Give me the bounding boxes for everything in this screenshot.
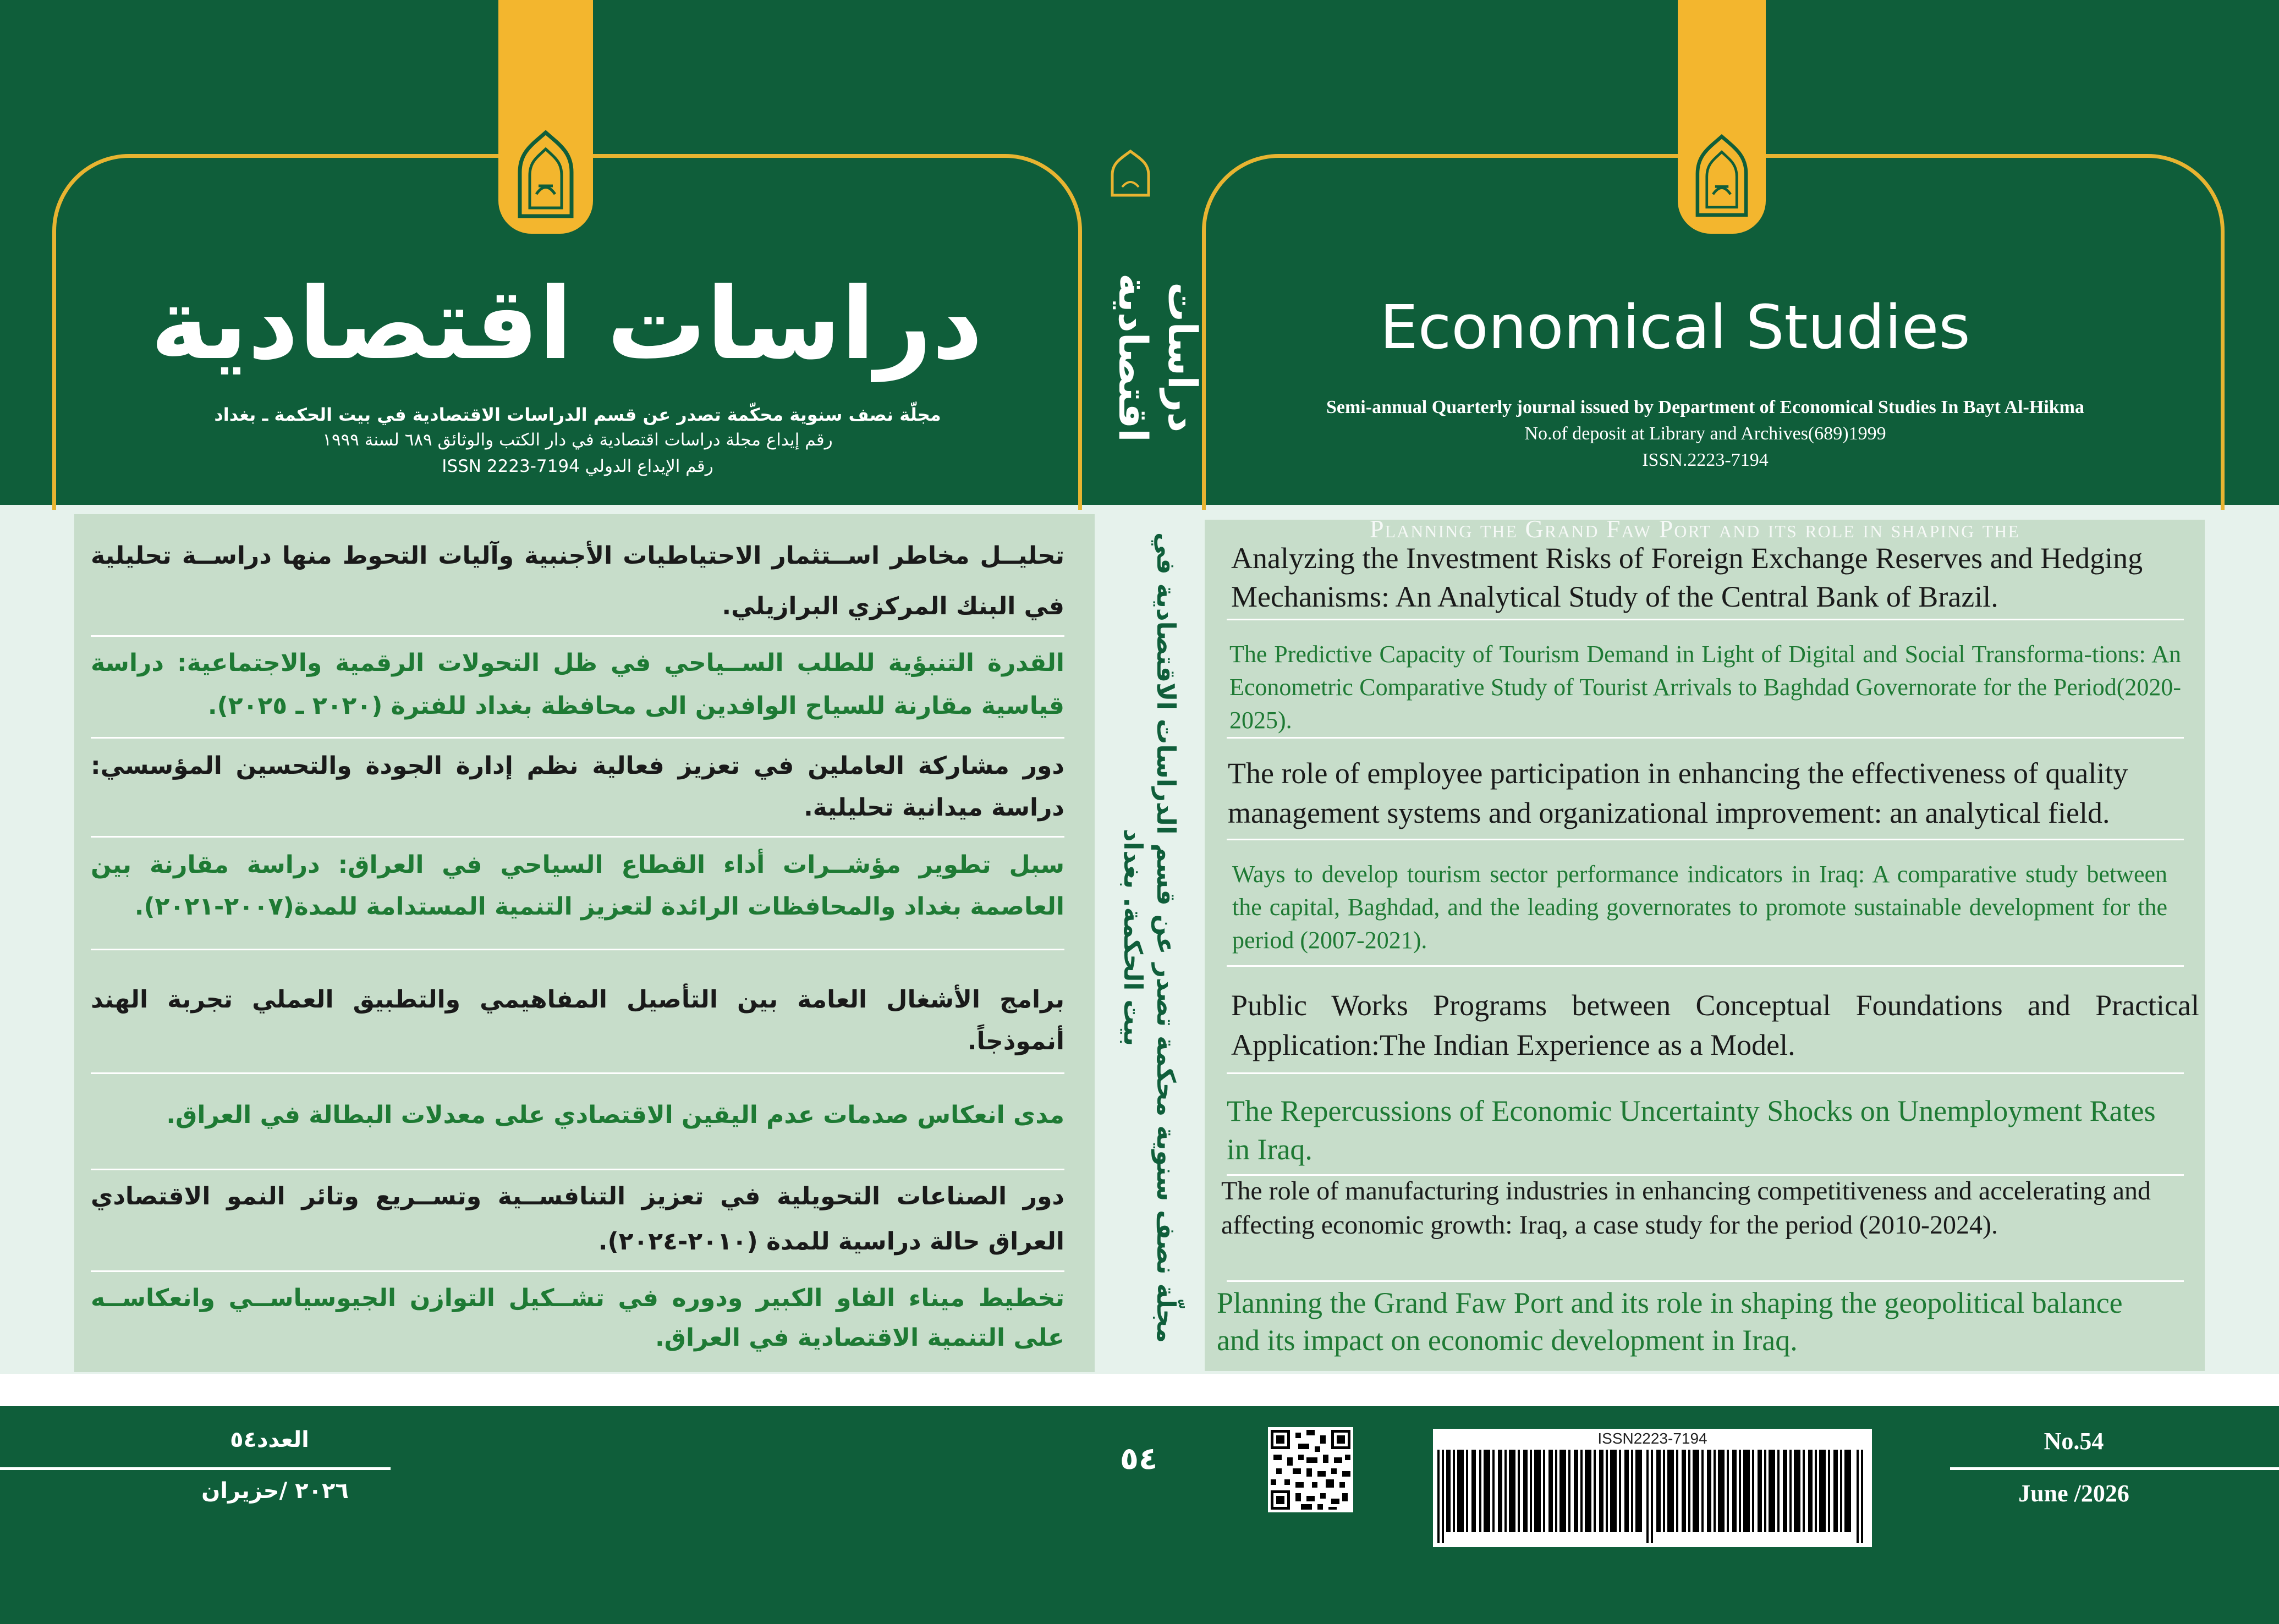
english-subtitle: Semi-annual Quarterly journal issued by Department of Economical Studies In Bayt Al-Hikma <box>1326 397 2084 417</box>
arabic-article-2: القدرة التنبؤية للطلب الســياحي في ظل التحولات الرقمية والاجتماعية: دراسة قياسية مقارنة للسياح الوافدين الى محافظة بغداد للفترة (٢٠٢٠ ـ ٢٠٢٥). <box>91 649 1064 720</box>
divider <box>1227 619 2184 620</box>
arabic-issn: رقم الإيداع الدولي ISSN 2223-7194 <box>442 456 713 476</box>
divider <box>91 635 1064 637</box>
divider <box>91 949 1064 950</box>
divider <box>1227 965 2184 967</box>
arabic-article-3: دور مشاركة العاملين في تعزيز فعالية نظم إدارة الجودة والتحسين المؤسسي: دراسة ميدانية تحليلية. <box>91 752 1064 822</box>
arabic-deposit: رقم إيداع مجلة دراسات اقتصادية في دار الكتب والوثائق ٦٨٩ لسنة ١٩٩٩ <box>322 430 833 450</box>
divider <box>91 1270 1064 1272</box>
arabic-article-1: تحليــل مخاطر اســتثمار الاحتياطيات الأجنبية وآليات التحوط منها دراســة تحليلية في البنك المركزي البرازيلي. <box>91 542 1064 620</box>
qr-code <box>1268 1427 1353 1512</box>
barcode-bars <box>1437 1450 1868 1543</box>
divider <box>1227 839 2184 840</box>
english-article-7: The role of manufacturing industries in enhancing competitiveness and accelerating and affecting economic growth: Iraq, a case study for the period (2010-2024). <box>1221 1176 2151 1240</box>
divider <box>1227 1072 2184 1074</box>
divider <box>91 836 1064 838</box>
divider <box>1227 737 2184 739</box>
isbn-barcode <box>1433 1429 1872 1547</box>
english-issn: ISSN.2223-7194 <box>1642 450 1769 470</box>
english-article-4: Ways to develop tourism sector performance indicators in Iraq: A comparative study between the capital, Baghdad, and the leading governorates to promote sustainable development for the period (2007-2021). <box>1232 861 2167 954</box>
divider <box>91 1169 1064 1170</box>
arabic-article-5: برامج الأشغال العامة بين التأصيل المفاهيمي والتطبيق العملي تجربة الهند أنموذجاً. <box>91 986 1064 1055</box>
barcode-label: ISSN2223-7194 <box>1597 1430 1707 1447</box>
divider <box>91 737 1064 739</box>
english-date: June /2026 <box>2018 1480 2129 1507</box>
arabic-title: دراسات اقتصادية <box>150 267 983 382</box>
english-article-5: Public Works Programs between Conceptual Foundations and Practical Application:The Indian Experience as a Model. <box>1231 989 2199 1061</box>
english-footer-rule <box>1950 1467 2279 1470</box>
english-issue-label: No.54 <box>2044 1428 2104 1455</box>
arabic-article-6: مدى انعكاس صدمات عدم اليقين الاقتصادي على معدلات البطالة في العراق. <box>166 1101 1064 1129</box>
ghost-overlay-text: Planning the Grand Faw Port and its role in shaping the <box>1370 515 2020 543</box>
divider <box>91 1072 1064 1074</box>
english-article-1: Analyzing the Investment Risks of Foreign Exchange Reserves and Hedging Mechanisms: An Analytical Study of the Central Bank of Brazil. <box>1231 542 2143 613</box>
english-article-2: The Predictive Capacity of Tourism Demand in Light of Digital and Social Transforma-tions: An Econometric Comparative Study of Tourist Arrivals to Baghdad Governorate for the Period(2020-2025). <box>1229 641 2181 734</box>
bayt-al-hikma-logo-icon <box>510 128 581 222</box>
arabic-footer-rule <box>0 1467 391 1470</box>
bottom-green-band <box>0 1406 2279 1624</box>
arabic-article-4: سبل تطوير مؤشــرات أداء القطاع السياحي في العراق: دراسة مقارنة بين العاصمة بغداد والمحافظات الرائدة لتعزيز التنمية المستدامة للمدة(٢٠٠٧-٢٠٢١). <box>91 851 1064 921</box>
arabic-subtitle: مجلّة نصف سنوية محكّمة تصدر عن قسم الدراسات الاقتصادية في بيت الحكمة ـ بغداد <box>214 404 941 425</box>
spine-subtitle: مجلّة نصف سنوية محكمة تصدر عن قسم الدراسات الاقتصادية في بيت الحكمة. بغداد <box>1118 532 1181 1343</box>
bayt-al-hikma-logo-icon <box>1106 148 1155 198</box>
spine-issue-number: ٥٤ <box>1119 1441 1158 1477</box>
spine-logo <box>1106 148 1155 198</box>
bayt-al-hikma-logo-icon <box>1688 131 1755 222</box>
english-deposit: No.of deposit at Library and Archives(689)1999 <box>1524 423 1886 444</box>
arabic-date: ٢٠٢٦ /حزيران <box>201 1478 349 1504</box>
english-logo-tab <box>1678 0 1766 234</box>
divider <box>1227 1280 2184 1282</box>
arabic-logo-tab <box>498 0 593 234</box>
arabic-issue-label: العدد٥٤ <box>230 1427 309 1452</box>
arabic-article-7: دور الصناعات التحويلية في تعزيز التنافســية وتســريع وتائر النمو الاقتصادي العراق حالة دراسية للمدة (٢٠١٠-٢٠٢٤). <box>91 1182 1064 1256</box>
bottom-white-strip <box>0 1374 2279 1406</box>
english-title: Economical Studies <box>1380 292 1970 362</box>
english-articles-panel <box>1205 515 2205 1371</box>
arabic-article-8: تخطيط ميناء الفاو الكبير ودوره في تشــكيل التوازن الجيوسياســي وانعكاســه على التنمية الاقتصادية في العراق. <box>91 1284 1064 1352</box>
english-article-8: Planning the Grand Faw Port and its role in shaping the geopolitical balance and its impact on economic development in Iraq. <box>1217 1286 2123 1357</box>
spine-title: دراسات اقتصادية <box>1110 273 1206 442</box>
english-article-3: The role of employee participation in enhancing the effectiveness of quality management systems and organizational improvement: an analytical field. <box>1228 757 2128 829</box>
arabic-articles-panel <box>74 514 1095 1372</box>
english-article-6: The Repercussions of Economic Uncertainty Shocks on Unemployment Rates in Iraq. <box>1227 1094 2156 1166</box>
